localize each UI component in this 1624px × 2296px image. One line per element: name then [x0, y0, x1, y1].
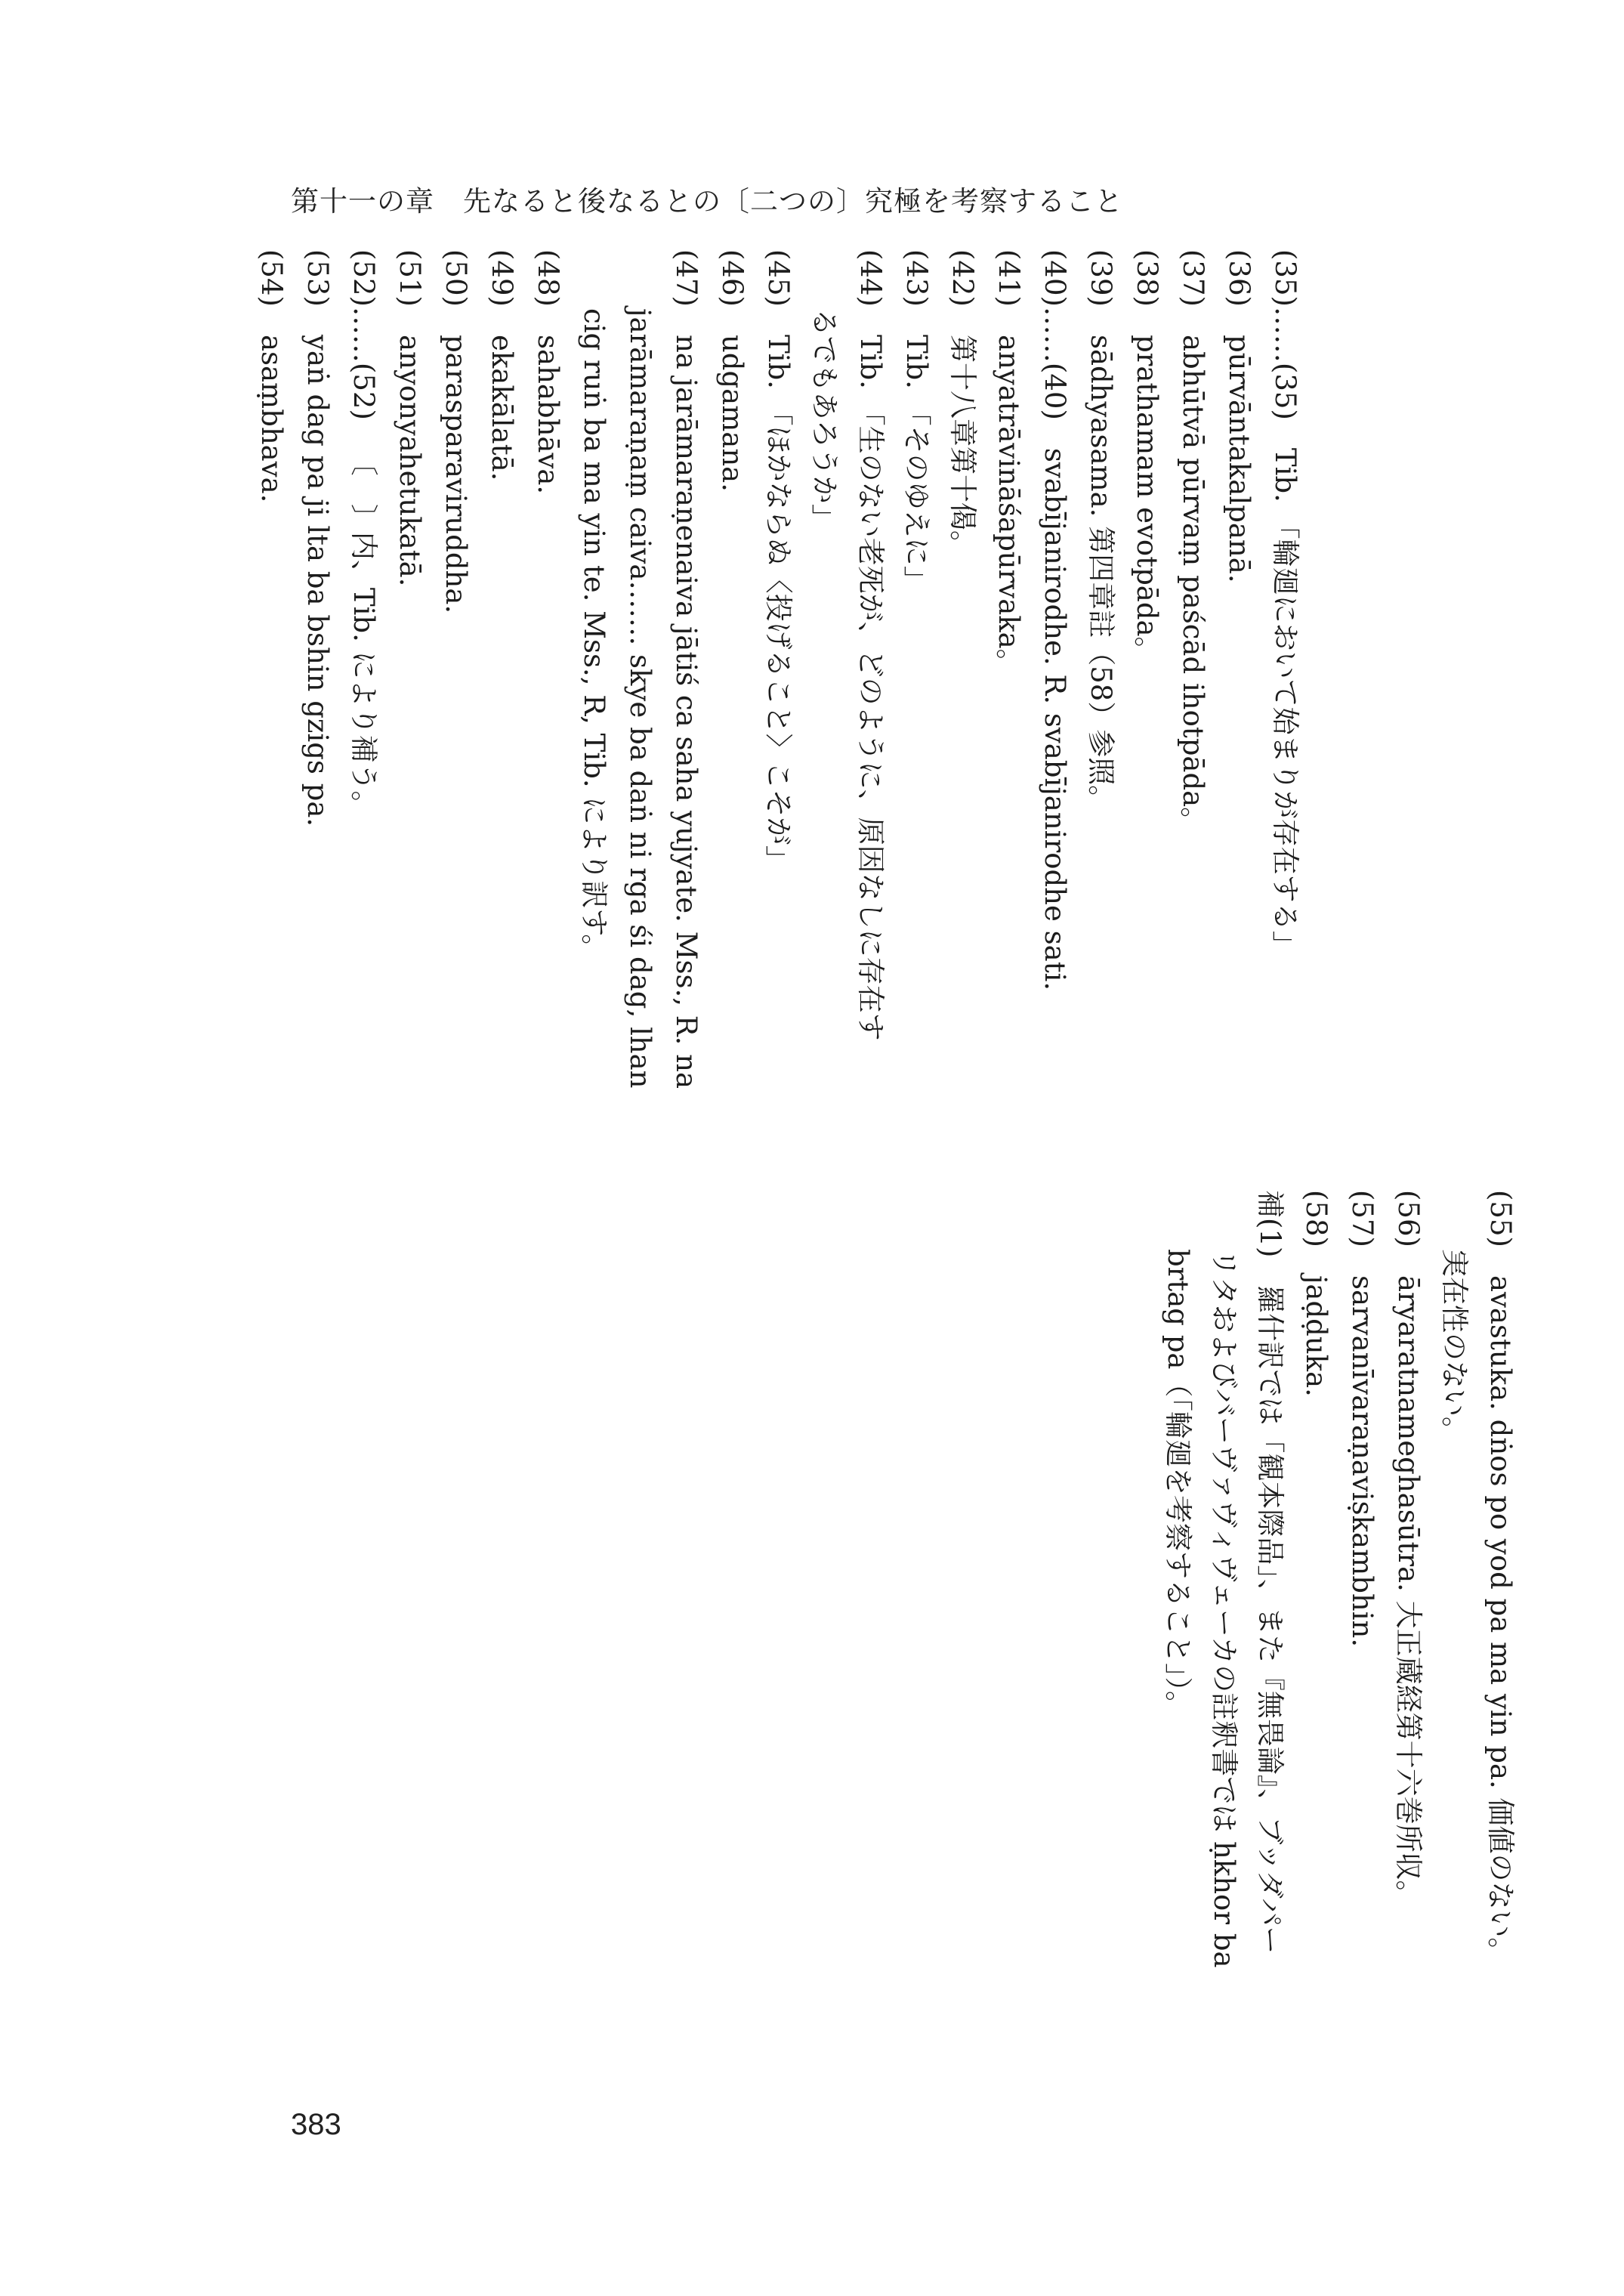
note-entry [434, 249, 477, 613]
note-entry [848, 249, 892, 1041]
note-number: (57) [1346, 1190, 1379, 1247]
note-number: (52)……(52) [347, 249, 380, 420]
note-text: jaḍḍuka. [1300, 1275, 1332, 1397]
note-entry [1478, 1190, 1522, 1966]
note-entry [756, 249, 800, 873]
note-text: 〔 〕内、Tib. により補う。 [347, 447, 380, 819]
note-continuation [572, 308, 616, 962]
note-number: (35)……(35) [1269, 249, 1301, 420]
note-text: Tib. 「輪廻において始まりが存在する」 [1269, 447, 1301, 959]
note-number: (45) [762, 249, 795, 307]
note-continuation [1432, 1249, 1476, 1445]
note-entry [1248, 1190, 1292, 1954]
note-text: 実在性のない。 [1438, 1249, 1471, 1445]
note-entry [1294, 1190, 1338, 1397]
note-number: (54) [255, 249, 288, 307]
note-number: (47) [670, 249, 702, 307]
note-number: (37) [1177, 249, 1209, 307]
note-text: prathamam evotpāda。 [1131, 334, 1163, 665]
note-number: (56) [1392, 1190, 1425, 1247]
note-text: asaṃbhava. [255, 334, 288, 503]
note-entry [295, 249, 339, 827]
note-number: (58) [1300, 1190, 1332, 1247]
note-number: 補(1) [1254, 1190, 1286, 1258]
note-entry [526, 249, 570, 494]
note-text: anyatrāvināśapūrvaka。 [993, 334, 1025, 677]
note-number: (53) [301, 249, 334, 307]
note-continuation [1156, 1249, 1199, 1719]
note-entry [1079, 249, 1122, 813]
note-text: abhūtvā pūrvaṃ paścād ihotpāda。 [1177, 334, 1209, 836]
note-entry [894, 249, 938, 594]
note-entry [940, 249, 984, 558]
note-number: (43) [900, 249, 933, 307]
note-text: anyonyahetukatā. [394, 334, 426, 587]
note-text: Tib. 「ほかならぬ〈投げること〉こそが」 [762, 334, 795, 873]
note-number: (41) [993, 249, 1025, 307]
note-number: (40)……(40) [1039, 249, 1071, 420]
note-entry [1263, 249, 1307, 959]
running-head: 第十一の章 先なると後なるとの〔二つの〕究極を考察すること [291, 185, 1123, 218]
note-text: parasparaviruddha. [440, 334, 472, 614]
note-text: avastuka. dṅos po yod pa ma yin pa. 価値のない。 [1484, 1275, 1517, 1966]
note-entry [710, 249, 754, 492]
note-entry [664, 249, 708, 1089]
note-number: (55) [1484, 1190, 1517, 1247]
note-number: (49) [486, 249, 518, 307]
note-text: Tib. 「生のない老死が、どのように、原因なしに存在す [854, 334, 887, 1041]
note-entry [1171, 249, 1215, 835]
note-text: sarvanīvaraṇaviṣkambhin. [1346, 1275, 1379, 1648]
note-number: (46) [716, 249, 749, 307]
note-entry [480, 249, 523, 481]
note-number: (36) [1223, 249, 1255, 307]
note-text: svabījanirodhe. R. svabījanirodhe sati. [1039, 447, 1071, 991]
note-text: āryaratnameghasūtra. 大正蔵経第十六巻所収。 [1392, 1275, 1425, 1908]
note-text: udgamana. [716, 334, 749, 493]
note-text: sādhyasama. 第四章註（58）参照。 [1085, 334, 1117, 814]
note-number: (44) [854, 249, 887, 307]
note-text: pūrvāntakalpanā. [1223, 334, 1255, 583]
note-entry [1340, 1190, 1384, 1647]
note-text: 第十八章第十偈。 [946, 334, 979, 558]
note-text: るでもあろうか」 [808, 308, 841, 532]
note-entry [387, 249, 431, 586]
note-entry [341, 249, 385, 819]
note-text: sahabhāva. [532, 334, 564, 495]
note-number: (39) [1085, 249, 1117, 307]
note-number: (42) [946, 249, 979, 307]
note-entry [1217, 249, 1261, 583]
note-text: jarāmaraṇaṃ caiva……. skye ba daṅ ni rga śi dag, lhan [624, 308, 656, 1089]
note-continuation [618, 308, 662, 1089]
note-text: 羅什訳では「観本際品」、また『無畏論』、ブッダパー [1254, 1285, 1286, 1955]
note-text: cig ruṅ ba ma yin te. Mss., R, Tib. により訳す。 [578, 308, 610, 963]
note-number: (38) [1131, 249, 1163, 307]
note-text: Tib. 「そのゆえに」 [900, 334, 933, 594]
note-number: (51) [394, 249, 426, 307]
note-text: ekakālatā. [486, 334, 518, 481]
note-entry [1033, 249, 1076, 990]
page-number: 383 [291, 2108, 341, 2141]
note-continuation [1202, 1249, 1246, 1968]
note-continuation [802, 308, 846, 532]
note-number: (48) [532, 249, 564, 307]
note-text: リタおよびバーヴァヴィヴェーカの註釈書では ḥkhor ba [1208, 1249, 1240, 1968]
note-entry [249, 249, 293, 502]
note-entry [1386, 1190, 1430, 1908]
note-entry [1125, 249, 1169, 665]
note-text: na jarāmaraṇenaiva jātiś ca saha yujyate. Mss., R. na [670, 334, 702, 1089]
note-text: brtag pa（「輪廻を考察すること」）。 [1162, 1249, 1194, 1719]
note-text: yaṅ dag pa ji lta ba bshin gzigs pa. [301, 334, 334, 827]
note-entry [986, 249, 1030, 677]
note-number: (50) [440, 249, 472, 307]
